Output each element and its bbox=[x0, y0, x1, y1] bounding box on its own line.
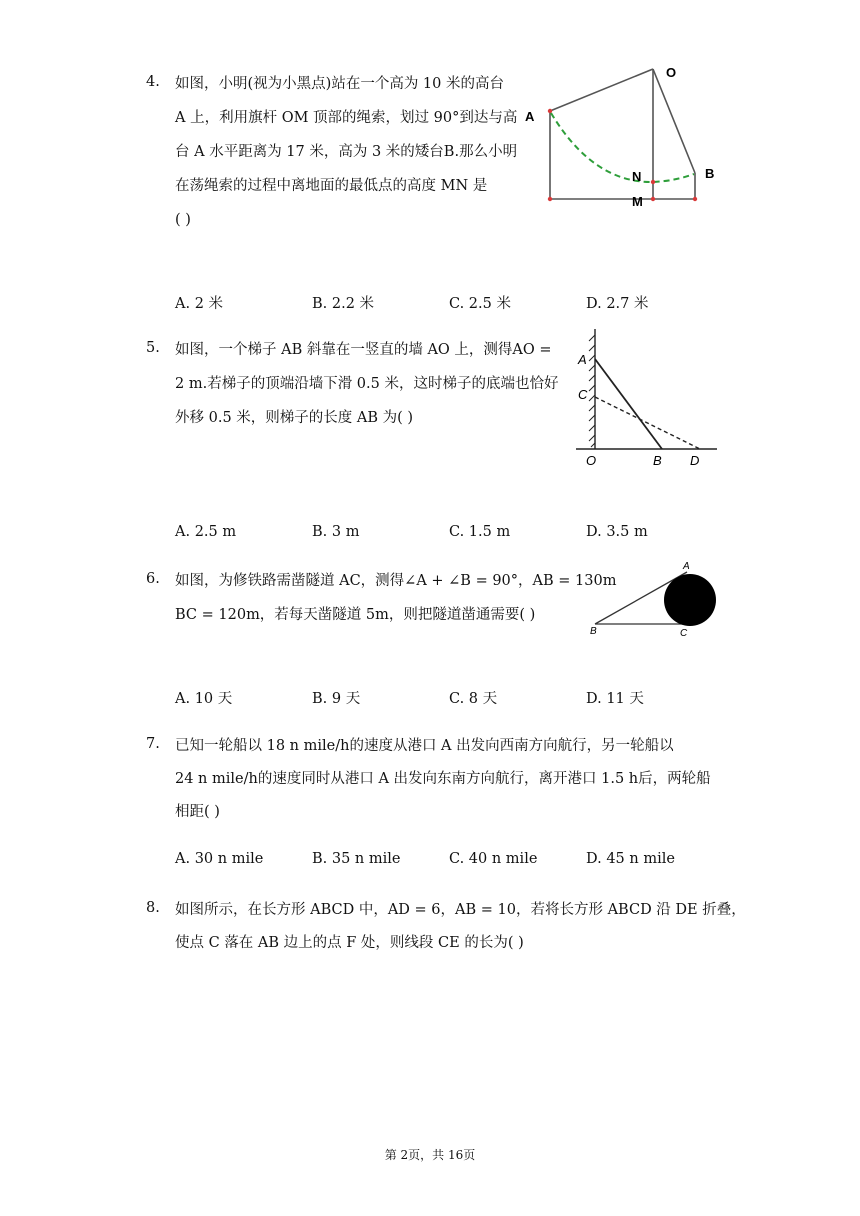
label-b: B bbox=[653, 453, 662, 468]
question-4-line-1: 如图，小明(视为小黑点)站在一个高为 10 米的高台 bbox=[175, 76, 504, 92]
question-4-figure bbox=[515, 55, 730, 215]
question-4-line-2: A 上，利用旗杆 OM 顶部的绳索，划过 90°到达与高 bbox=[175, 110, 518, 126]
question-6-option-b: B. 9 天 bbox=[312, 691, 361, 707]
question-6-line-2: BC = 120m，若每天凿隧道 5m，则把隧道凿通需要( ) bbox=[175, 607, 536, 623]
question-6-line-1: 如图，为修铁路需凿隧道 AC，测得∠A + ∠B = 90°，AB = 130m bbox=[175, 573, 617, 589]
question-7-option-b: B. 35 n mile bbox=[312, 851, 401, 867]
label-m: M bbox=[632, 194, 643, 209]
swing-arc bbox=[551, 113, 694, 182]
point-a-dot bbox=[548, 109, 552, 113]
ladder-ab bbox=[595, 359, 662, 449]
rope-ob bbox=[653, 69, 695, 173]
question-7-line-3: 相距( ) bbox=[175, 804, 220, 820]
question-5-option-a: A. 2.5 m bbox=[175, 524, 237, 540]
question-5-option-c: C. 1.5 m bbox=[449, 524, 511, 540]
question-6-option-d: D. 11 天 bbox=[586, 691, 644, 707]
ground-left-dot bbox=[548, 197, 552, 201]
question-4-option-b: B. 2.2 米 bbox=[312, 296, 375, 312]
question-5-line-2: 2 m.若梯子的顶端沿墙下滑 0.5 米，这时梯子的底端也恰好 bbox=[175, 376, 559, 392]
question-8-line-1: 如图所示，在长方形 ABCD 中，AD = 6，AB = 10，若将长方形 ABCD 沿 DE 折叠， bbox=[175, 902, 746, 918]
question-7-option-d: D. 45 n mile bbox=[586, 851, 675, 867]
question-4-option-c: C. 2.5 米 bbox=[449, 296, 511, 312]
point-m-dot bbox=[651, 197, 655, 201]
ground-right-dot bbox=[693, 197, 697, 201]
question-7-number: 7. bbox=[146, 736, 160, 752]
question-4-option-a: A. 2 米 bbox=[175, 296, 224, 312]
label-a: A bbox=[578, 352, 587, 367]
label-n: N bbox=[632, 169, 642, 184]
question-8-line-2: 使点 C 落在 AB 边上的点 F 处，则线段 CE 的长为( ) bbox=[175, 935, 524, 951]
label-c: C bbox=[680, 628, 688, 639]
question-6-number: 6. bbox=[146, 571, 160, 587]
label-a: A bbox=[525, 109, 535, 124]
rope-ao bbox=[550, 69, 653, 111]
question-5-line-3: 外移 0.5 米，则梯子的长度 AB 为( ) bbox=[175, 410, 414, 426]
label-d: D bbox=[690, 453, 700, 468]
question-5-figure bbox=[570, 325, 725, 470]
question-7-option-c: C. 40 n mile bbox=[449, 851, 538, 867]
question-5-line-1: 如图，一个梯子 AB 斜靠在一竖直的墙 AO 上，测得AO = bbox=[175, 342, 552, 358]
question-4-line-5: ( ) bbox=[175, 212, 191, 228]
question-5-option-b: B. 3 m bbox=[312, 524, 360, 540]
label-b: B bbox=[705, 166, 715, 181]
question-6-option-c: C. 8 天 bbox=[449, 691, 498, 707]
label-c: C bbox=[578, 387, 588, 402]
question-4-line-3: 台 A 水平距离为 17 米，高为 3 米的矮台B.那么小明 bbox=[175, 144, 518, 160]
label-b: B bbox=[590, 626, 597, 637]
question-5-option-d: D. 3.5 m bbox=[586, 524, 648, 540]
label-o: O bbox=[586, 453, 597, 468]
question-7-option-a: A. 30 n mile bbox=[175, 851, 264, 867]
question-4-option-d: D. 2.7 米 bbox=[586, 296, 649, 312]
page-footer: 第 2页，共 16页 bbox=[384, 1148, 476, 1162]
question-7-line-1: 已知一轮船以 18 n mile/h的速度从港口 A 出发向西南方向航行，另一轮船以 bbox=[175, 738, 674, 754]
question-4-number: 4. bbox=[146, 74, 160, 90]
label-o: O bbox=[666, 65, 677, 80]
question-6-figure bbox=[585, 558, 725, 640]
point-n-dot bbox=[651, 180, 655, 184]
question-7-line-2: 24 n mile/h的速度同时从港口 A 出发向东南方向航行，离开港口 1.5 h后，两轮船 bbox=[175, 771, 711, 787]
question-8-number: 8. bbox=[146, 900, 160, 916]
ladder-cd bbox=[595, 397, 700, 449]
question-6-option-a: A. 10 天 bbox=[175, 691, 233, 707]
label-a: A bbox=[683, 561, 690, 572]
mountain bbox=[664, 574, 716, 626]
question-4-line-4: 在荡绳索的过程中离地面的最低点的高度 MN 是 bbox=[175, 178, 488, 194]
question-5-number: 5. bbox=[146, 340, 160, 356]
